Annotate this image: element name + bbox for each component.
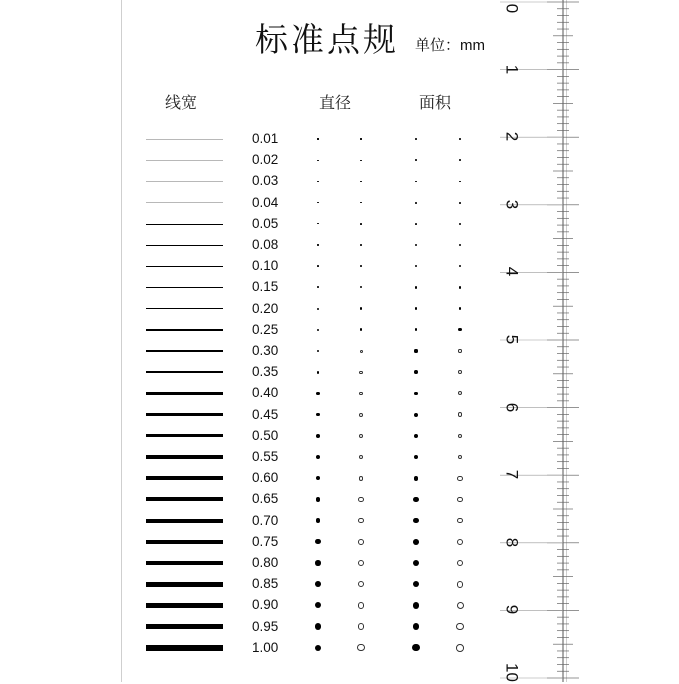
diameter-dot-filled bbox=[316, 476, 320, 480]
line-width-sample bbox=[146, 245, 223, 246]
area-dot-outline bbox=[457, 518, 463, 524]
area-dot-filled bbox=[413, 602, 420, 609]
diameter-dot-outline bbox=[360, 138, 361, 139]
area-dot-filled bbox=[415, 328, 418, 331]
size-value: 0.08 bbox=[252, 237, 279, 252]
area-dot-outline bbox=[459, 286, 462, 289]
ruler-label: 9 bbox=[502, 605, 522, 615]
area-dot-outline bbox=[459, 138, 461, 140]
ruler-label: 8 bbox=[502, 537, 522, 548]
area-dot-filled bbox=[415, 138, 417, 140]
diameter-dot-outline bbox=[359, 371, 362, 374]
diameter-dot-outline bbox=[360, 160, 361, 161]
area-dot-outline bbox=[458, 328, 461, 331]
size-value: 0.65 bbox=[252, 491, 279, 507]
size-value: 0.15 bbox=[252, 279, 279, 295]
column-header-area: 面积 bbox=[419, 95, 452, 112]
diameter-dot-filled bbox=[315, 581, 321, 587]
area-dot-outline bbox=[457, 539, 463, 545]
diameter-dot-filled bbox=[317, 202, 318, 203]
area-dot-outline bbox=[458, 349, 461, 352]
size-value: 0.01 bbox=[252, 131, 279, 146]
area-dot-filled bbox=[413, 581, 419, 587]
ruler-label: 5 bbox=[502, 334, 522, 345]
area-dot-outline bbox=[459, 223, 461, 225]
ruler-label: 7 bbox=[502, 469, 522, 480]
area-dot-filled bbox=[415, 307, 418, 310]
diameter-dot-outline bbox=[360, 328, 363, 331]
area-dot-filled bbox=[414, 413, 418, 417]
size-value: 0.10 bbox=[252, 258, 279, 274]
size-value: 0.95 bbox=[252, 618, 279, 634]
diameter-dot-outline bbox=[359, 434, 363, 438]
size-value: 0.50 bbox=[252, 427, 279, 443]
area-dot-outline bbox=[459, 307, 462, 310]
line-width-sample bbox=[146, 413, 223, 416]
area-dot-outline bbox=[458, 391, 462, 395]
unit-label: 单位：mm bbox=[415, 37, 485, 54]
diameter-dot-filled bbox=[315, 539, 320, 544]
diameter-dot-filled bbox=[317, 244, 318, 245]
diameter-dot-filled bbox=[317, 286, 319, 288]
line-width-sample bbox=[146, 519, 223, 523]
line-width-sample bbox=[146, 455, 223, 458]
line-width-sample bbox=[146, 181, 223, 182]
size-value: 0.35 bbox=[252, 364, 279, 380]
size-value: 0.05 bbox=[252, 215, 279, 231]
size-value: 0.02 bbox=[252, 152, 279, 168]
diameter-dot-filled bbox=[315, 645, 322, 652]
diameter-dot-filled bbox=[316, 413, 319, 416]
area-dot-outline bbox=[459, 244, 461, 246]
diameter-dot-outline bbox=[360, 307, 362, 309]
size-value: 0.60 bbox=[252, 470, 279, 486]
diameter-dot-outline bbox=[358, 518, 363, 523]
line-width-sample bbox=[146, 497, 223, 501]
diameter-dot-outline bbox=[360, 286, 362, 288]
line-width-sample bbox=[146, 392, 223, 394]
ruler-label: 1 bbox=[502, 64, 522, 74]
diameter-dot-outline bbox=[358, 602, 365, 609]
line-width-sample bbox=[146, 371, 223, 373]
line-width-sample bbox=[146, 476, 223, 480]
area-dot-filled bbox=[412, 644, 419, 651]
diameter-dot-outline bbox=[359, 455, 364, 460]
area-dot-outline bbox=[459, 202, 461, 204]
line-width-sample bbox=[146, 582, 223, 587]
area-dot-outline bbox=[456, 623, 463, 630]
line-width-sample bbox=[146, 308, 223, 309]
column-header-diameter: 直径 bbox=[319, 95, 352, 112]
ruler-label: 4 bbox=[502, 267, 522, 277]
diameter-dot-outline bbox=[360, 265, 362, 267]
size-value: 0.85 bbox=[252, 576, 279, 592]
size-value: 0.03 bbox=[252, 173, 279, 189]
diameter-dot-outline bbox=[358, 623, 365, 630]
area-dot-filled bbox=[415, 202, 417, 204]
line-width-sample bbox=[146, 202, 223, 203]
area-dot-filled bbox=[415, 265, 417, 267]
area-dot-outline bbox=[457, 560, 463, 566]
size-value: 0.70 bbox=[252, 512, 279, 528]
line-width-sample bbox=[146, 434, 223, 437]
column-header-line-width: 线宽 bbox=[165, 95, 198, 112]
line-width-sample bbox=[146, 329, 223, 331]
area-dot-filled bbox=[414, 455, 419, 460]
area-dot-outline bbox=[458, 412, 462, 416]
size-value: 0.55 bbox=[252, 449, 279, 464]
area-dot-outline bbox=[458, 434, 463, 439]
line-width-sample bbox=[146, 561, 223, 566]
size-value: 0.25 bbox=[252, 321, 279, 337]
ruler-label: 6 bbox=[502, 402, 522, 412]
diameter-dot-outline bbox=[358, 539, 364, 545]
area-dot-outline bbox=[457, 497, 463, 503]
area-dot-filled bbox=[414, 476, 419, 481]
area-dot-filled bbox=[414, 434, 418, 438]
area-dot-outline bbox=[458, 370, 462, 374]
area-dot-outline bbox=[457, 602, 464, 609]
size-value: 0.75 bbox=[252, 533, 279, 549]
area-dot-outline bbox=[456, 644, 464, 652]
diameter-dot-outline bbox=[358, 497, 363, 502]
ruler-label: 10 bbox=[502, 663, 522, 682]
diameter-dot-filled bbox=[317, 308, 319, 310]
page-title: 标准点规 bbox=[255, 21, 399, 58]
size-value: 1.00 bbox=[252, 639, 279, 655]
size-value: 0.45 bbox=[252, 406, 279, 422]
area-dot-filled bbox=[414, 349, 417, 352]
area-dot-filled bbox=[415, 181, 417, 183]
size-value: 0.90 bbox=[252, 597, 279, 613]
area-dot-filled bbox=[413, 623, 420, 630]
area-dot-outline bbox=[459, 181, 461, 183]
diameter-dot-outline bbox=[357, 644, 364, 651]
line-width-sample bbox=[146, 224, 223, 225]
diameter-dot-outline bbox=[360, 244, 362, 246]
line-width-sample bbox=[146, 266, 223, 267]
area-dot-filled bbox=[413, 518, 418, 523]
size-value: 0.40 bbox=[252, 385, 279, 401]
diameter-dot-filled bbox=[316, 455, 320, 459]
area-dot-outline bbox=[457, 476, 462, 481]
diameter-dot-filled bbox=[317, 329, 319, 331]
area-dot-filled bbox=[413, 560, 419, 566]
area-dot-filled bbox=[413, 497, 418, 502]
diameter-dot-filled bbox=[317, 350, 320, 353]
size-value: 0.20 bbox=[252, 300, 279, 316]
diameter-dot-outline bbox=[358, 560, 364, 566]
line-width-sample bbox=[146, 603, 223, 608]
line-width-sample bbox=[146, 287, 223, 288]
diameter-dot-filled bbox=[317, 265, 319, 267]
diameter-dot-filled bbox=[316, 518, 321, 523]
diameter-dot-filled bbox=[316, 392, 319, 395]
area-dot-outline bbox=[458, 455, 463, 460]
diameter-dot-outline bbox=[358, 581, 364, 587]
diameter-dot-filled bbox=[315, 560, 320, 565]
area-dot-filled bbox=[415, 223, 417, 225]
line-width-sample bbox=[146, 160, 223, 161]
line-width-sample bbox=[146, 540, 223, 545]
diameter-dot-outline bbox=[359, 413, 363, 417]
diameter-dot-filled bbox=[316, 434, 320, 438]
size-value: 0.04 bbox=[252, 194, 279, 210]
diameter-dot-outline bbox=[360, 202, 361, 203]
line-width-sample bbox=[146, 139, 223, 140]
area-dot-filled bbox=[415, 159, 417, 161]
line-width-sample bbox=[146, 350, 223, 352]
diameter-dot-outline bbox=[359, 392, 363, 396]
diameter-dot-filled bbox=[317, 223, 318, 224]
diameter-dot-filled bbox=[315, 623, 321, 629]
area-dot-outline bbox=[457, 581, 464, 588]
diameter-dot-filled bbox=[316, 497, 321, 502]
diameter-dot-outline bbox=[360, 181, 361, 182]
diameter-dot-outline bbox=[359, 476, 364, 481]
diameter-dot-outline bbox=[360, 350, 363, 353]
area-dot-filled bbox=[414, 370, 418, 374]
size-value: 0.30 bbox=[252, 343, 279, 358]
diameter-dot-filled bbox=[317, 371, 320, 374]
ruler-label: 3 bbox=[502, 199, 522, 210]
area-dot-outline bbox=[459, 265, 461, 267]
area-dot-filled bbox=[414, 392, 418, 396]
area-dot-filled bbox=[415, 286, 417, 288]
line-width-sample bbox=[146, 624, 223, 630]
diameter-dot-outline bbox=[360, 223, 362, 225]
area-dot-filled bbox=[415, 244, 417, 246]
ruler-label: 2 bbox=[502, 131, 522, 142]
diameter-dot-filled bbox=[315, 602, 321, 608]
diameter-dot-filled bbox=[317, 181, 318, 182]
diameter-dot-filled bbox=[317, 160, 318, 161]
diameter-dot-filled bbox=[317, 138, 318, 139]
ruler-label: 0 bbox=[502, 3, 522, 14]
area-dot-outline bbox=[459, 159, 461, 161]
size-value: 0.80 bbox=[252, 555, 279, 570]
area-dot-filled bbox=[413, 539, 419, 545]
line-width-sample bbox=[146, 645, 223, 651]
